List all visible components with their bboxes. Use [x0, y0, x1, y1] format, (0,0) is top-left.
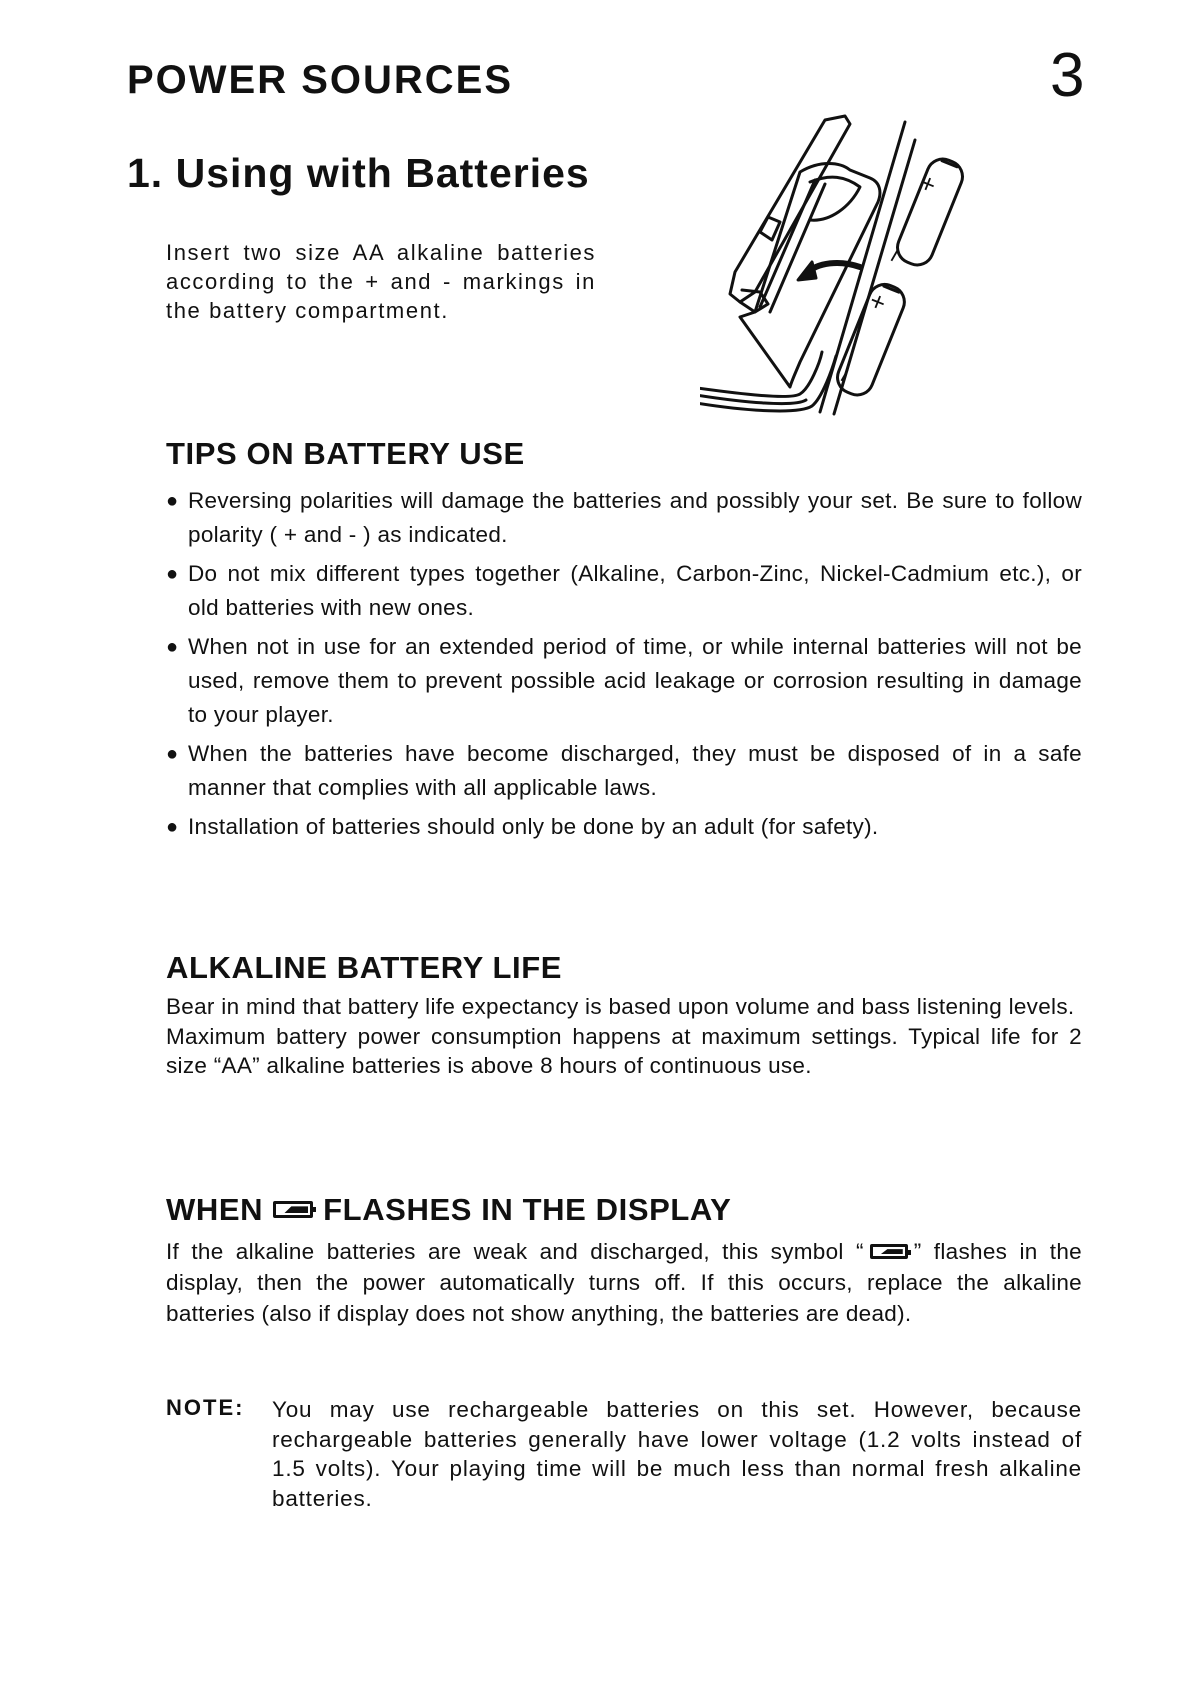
alkaline-para-1: Bear in mind that battery life expectancy is based upon volume and bass listening levels. — [166, 994, 1075, 1019]
list-item-text: When the batteries have become discharged, they must be disposed of in a safe manner that complies with all applicable laws. — [188, 741, 1082, 800]
bullet: ● — [166, 563, 179, 585]
note-text: You may use rechargeable batteries on this set. However, because rechargeable batteries generally have lower voltage (1.2 volts instead of 1.5 volts). Your playing time will be much less than normal fresh alkaline batteries. — [272, 1397, 1082, 1511]
tips-list — [166, 484, 1082, 849]
flash-heading-before: WHEN — [166, 1192, 264, 1227]
alkaline-heading: ALKALINE BATTERY LIFE — [166, 950, 563, 985]
bullet: ● — [166, 490, 179, 512]
flash-body-after: ” flashes in the display, then the power automatically turns off. If this occurs, replace the alkaline batteries (also if display does not show anything, the batteries are dead). — [166, 1239, 1082, 1326]
section-title: 1. Using with Batteries — [127, 150, 590, 196]
list-item — [166, 484, 1082, 552]
list-item — [166, 737, 1082, 805]
flash-body-before: If the alkaline batteries are weak and discharged, this symbol “ — [166, 1239, 864, 1264]
minus-mark-1: − — [877, 241, 911, 270]
tips-heading: TIPS ON BATTERY USE — [166, 436, 525, 471]
list-item-text: Installation of batteries should only be done by an adult (for safety). — [188, 814, 879, 839]
alkaline-para-2: Maximum battery power consumption happens at maximum settings. Typical life for 2 size “AA” alkaline batteries is above 8 hours of continuous use. — [166, 1023, 1082, 1078]
list-item — [166, 557, 1082, 625]
list-item-text: Do not mix different types together (Alkaline, Carbon-Zinc, Nickel-Cadmium etc.), or old batteries with new ones. — [188, 561, 1082, 620]
bullet: ● — [166, 743, 179, 765]
list-item-text: Reversing polarities will damage the batteries and possibly your set. Be sure to follow polarity ( + and - ) as indicated. — [188, 488, 1082, 547]
plus-mark-1: + — [915, 166, 941, 201]
flash-body — [166, 1236, 1082, 1329]
alkaline-body — [166, 992, 1082, 1081]
low-battery-icon — [273, 1201, 313, 1218]
list-item — [166, 630, 1082, 732]
bullet: ● — [166, 636, 179, 658]
battery-compartment-illustration — [700, 112, 1040, 452]
page-title: POWER SOURCES — [127, 58, 514, 102]
low-battery-icon — [870, 1244, 908, 1259]
bullet: ● — [166, 816, 179, 838]
list-item-text: When not in use for an extended period of time, or while internal batteries will not be used, remove them to prevent possible acid leakage or corrosion resulting in damage to your player. — [188, 634, 1082, 727]
list-item — [166, 810, 1082, 844]
note-label: NOTE: — [166, 1395, 245, 1420]
flash-heading-after: FLASHES IN THE DISPLAY — [323, 1192, 732, 1227]
minus-mark-2: − — [827, 361, 861, 390]
lid-shape — [730, 116, 850, 302]
intro-text: Insert two size AA alkaline batteries according to the + and - markings in the battery compartment. — [166, 240, 596, 323]
plus-mark-2: + — [865, 284, 891, 319]
flash-heading — [166, 1192, 731, 1228]
page-number: 3 — [1050, 41, 1085, 110]
